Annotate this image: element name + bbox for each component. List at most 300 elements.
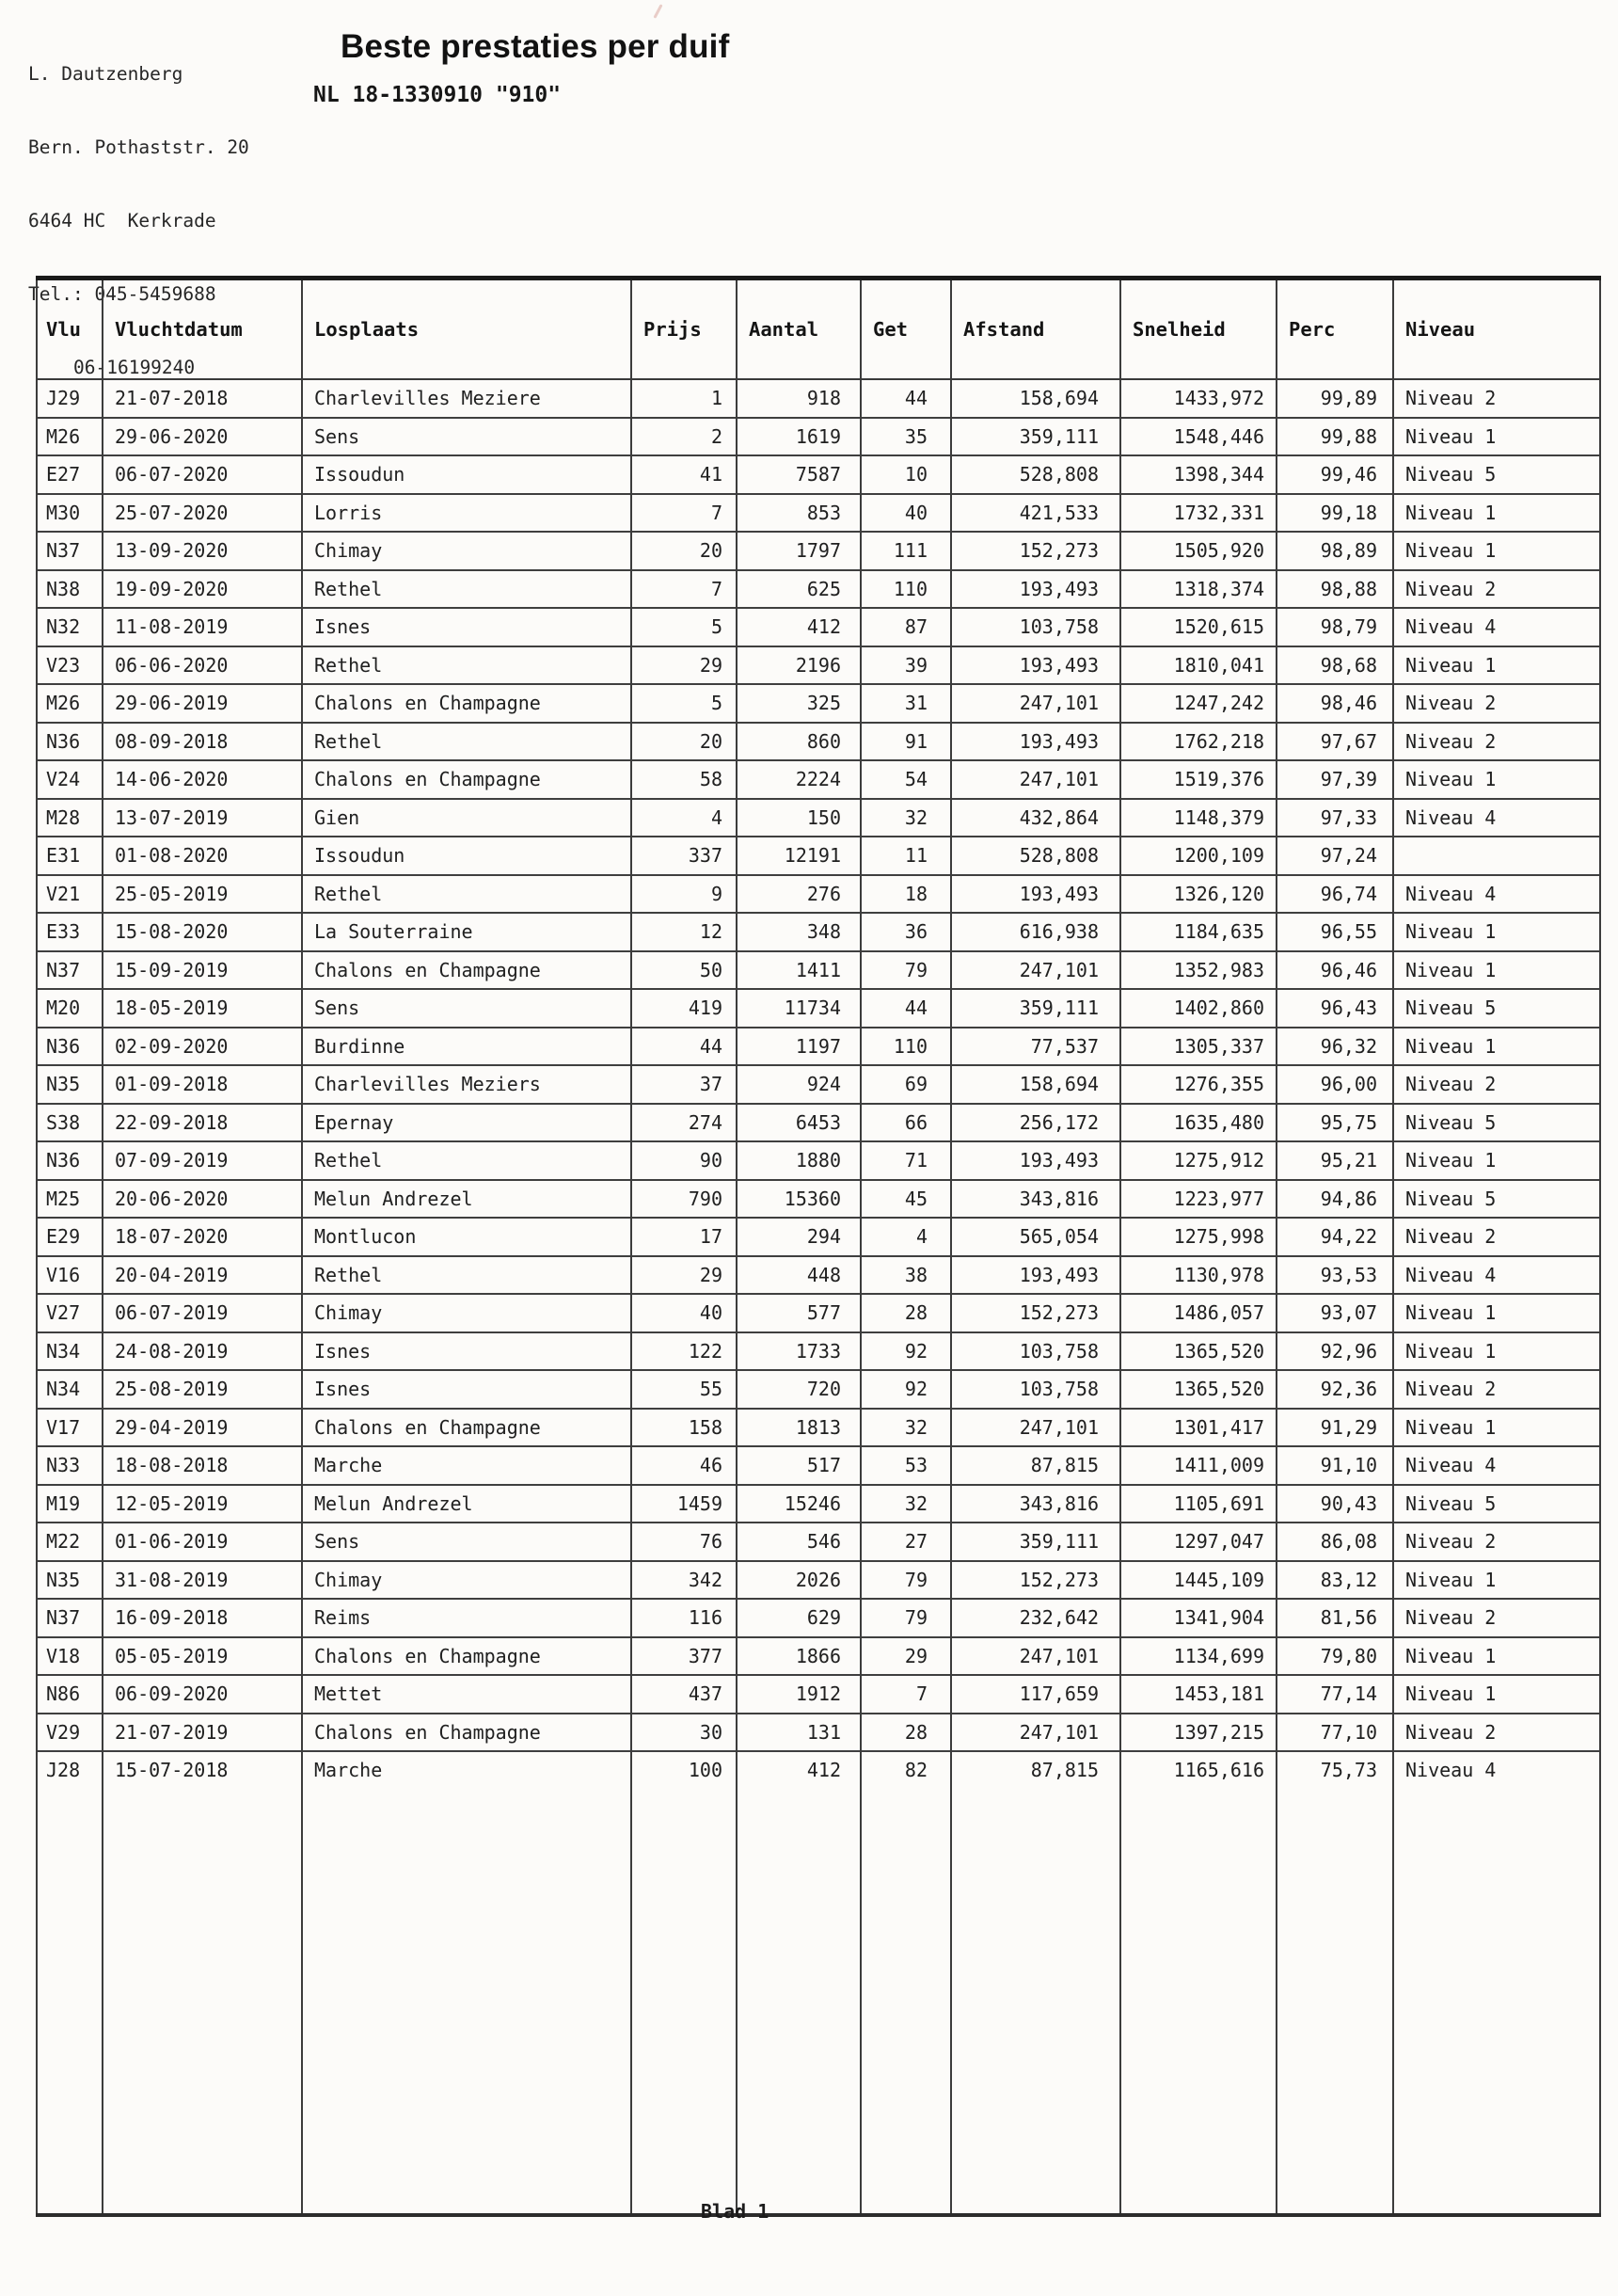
cell-afstand: 87,815 xyxy=(951,1751,1120,1789)
cell-vlu: J29 xyxy=(37,379,103,418)
table-body xyxy=(37,379,1600,2215)
cell-perc: 92,96 xyxy=(1277,1332,1393,1371)
empty-cell xyxy=(302,1789,631,2215)
cell-perc: 91,29 xyxy=(1277,1409,1393,1447)
cell-losplaats: Issoudun xyxy=(302,837,631,875)
cell-vluchtdatum: 11-08-2019 xyxy=(103,608,302,646)
cell-vluchtdatum: 15-07-2018 xyxy=(103,1751,302,1789)
column-header-losplaats: Losplaats xyxy=(302,279,631,380)
cell-perc: 93,07 xyxy=(1277,1294,1393,1332)
cell-vluchtdatum: 29-04-2019 xyxy=(103,1409,302,1447)
cell-afstand: 87,815 xyxy=(951,1446,1120,1485)
cell-losplaats: Rethel xyxy=(302,723,631,761)
cell-prijs: 29 xyxy=(631,1256,737,1295)
empty-cell xyxy=(1277,1789,1393,2215)
cell-aantal: 276 xyxy=(737,875,861,914)
cell-niveau: Niveau 1 xyxy=(1393,418,1600,456)
cell-afstand: 193,493 xyxy=(951,570,1120,609)
column-header-vlu: Vlu xyxy=(37,279,103,380)
cell-snelheid: 1453,181 xyxy=(1120,1675,1277,1714)
cell-prijs: 274 xyxy=(631,1104,737,1142)
cell-perc: 96,55 xyxy=(1277,913,1393,951)
table-row xyxy=(37,1370,1600,1409)
cell-losplaats: Chalons en Champagne xyxy=(302,1714,631,1752)
cell-vluchtdatum: 06-06-2020 xyxy=(103,646,302,685)
cell-prijs: 790 xyxy=(631,1180,737,1219)
cell-snelheid: 1165,616 xyxy=(1120,1751,1277,1789)
cell-afstand: 247,101 xyxy=(951,1637,1120,1676)
table-row xyxy=(37,1332,1600,1371)
sender-name: L. Dautzenberg xyxy=(28,63,183,85)
cell-afstand: 247,101 xyxy=(951,1714,1120,1752)
empty-cell xyxy=(1393,1789,1600,2215)
cell-vluchtdatum: 01-08-2020 xyxy=(103,837,302,875)
empty-cell xyxy=(103,1789,302,2215)
cell-perc: 96,00 xyxy=(1277,1065,1393,1104)
cell-aantal: 12191 xyxy=(737,837,861,875)
cell-vlu: N37 xyxy=(37,1599,103,1637)
cell-niveau: Niveau 5 xyxy=(1393,1180,1600,1219)
cell-get: 32 xyxy=(861,799,951,837)
cell-vlu: S38 xyxy=(37,1104,103,1142)
cell-aantal: 7587 xyxy=(737,455,861,494)
cell-vluchtdatum: 19-09-2020 xyxy=(103,570,302,609)
cell-niveau: Niveau 4 xyxy=(1393,1446,1600,1485)
cell-niveau: Niveau 2 xyxy=(1393,1065,1600,1104)
cell-afstand: 528,808 xyxy=(951,455,1120,494)
cell-niveau: Niveau 5 xyxy=(1393,1485,1600,1523)
cell-losplaats: Melun Andrezel xyxy=(302,1180,631,1219)
cell-perc: 81,56 xyxy=(1277,1599,1393,1637)
cell-perc: 99,89 xyxy=(1277,379,1393,418)
cell-afstand: 359,111 xyxy=(951,989,1120,1028)
cell-afstand: 158,694 xyxy=(951,379,1120,418)
cell-prijs: 100 xyxy=(631,1751,737,1789)
cell-vlu: V21 xyxy=(37,875,103,914)
cell-losplaats: Gien xyxy=(302,799,631,837)
cell-prijs: 158 xyxy=(631,1409,737,1447)
cell-aantal: 1733 xyxy=(737,1332,861,1371)
cell-prijs: 7 xyxy=(631,494,737,533)
cell-snelheid: 1305,337 xyxy=(1120,1028,1277,1066)
cell-snelheid: 1276,355 xyxy=(1120,1065,1277,1104)
cell-niveau: Niveau 5 xyxy=(1393,1104,1600,1142)
table-row xyxy=(37,951,1600,990)
cell-vluchtdatum: 12-05-2019 xyxy=(103,1485,302,1523)
cell-afstand: 152,273 xyxy=(951,1561,1120,1600)
cell-afstand: 158,694 xyxy=(951,1065,1120,1104)
cell-get: 32 xyxy=(861,1409,951,1447)
cell-losplaats: Chalons en Champagne xyxy=(302,1409,631,1447)
cell-niveau: Niveau 1 xyxy=(1393,1675,1600,1714)
table-row xyxy=(37,989,1600,1028)
cell-prijs: 58 xyxy=(631,760,737,799)
cell-aantal: 11734 xyxy=(737,989,861,1028)
cell-aantal: 325 xyxy=(737,684,861,723)
cell-snelheid: 1520,615 xyxy=(1120,608,1277,646)
cell-prijs: 90 xyxy=(631,1141,737,1180)
cell-losplaats: Rethel xyxy=(302,1141,631,1180)
empty-cell xyxy=(737,1789,861,2215)
empty-cell xyxy=(37,1789,103,2215)
cell-niveau: Niveau 2 xyxy=(1393,1370,1600,1409)
cell-losplaats: Charlevilles Meziere xyxy=(302,379,631,418)
cell-perc: 97,33 xyxy=(1277,799,1393,837)
cell-vlu: N32 xyxy=(37,608,103,646)
cell-snelheid: 1247,242 xyxy=(1120,684,1277,723)
cell-losplaats: Marche xyxy=(302,1751,631,1789)
cell-prijs: 29 xyxy=(631,646,737,685)
cell-snelheid: 1105,691 xyxy=(1120,1485,1277,1523)
column-header-get: Get xyxy=(861,279,951,380)
cell-snelheid: 1301,417 xyxy=(1120,1409,1277,1447)
table-row xyxy=(37,1561,1600,1600)
cell-losplaats: Isnes xyxy=(302,608,631,646)
cell-vlu: M28 xyxy=(37,799,103,837)
cell-perc: 94,22 xyxy=(1277,1218,1393,1256)
results-table xyxy=(36,276,1601,2217)
table-row xyxy=(37,1523,1600,1561)
cell-losplaats: Mettet xyxy=(302,1675,631,1714)
cell-get: 44 xyxy=(861,379,951,418)
cell-get: 92 xyxy=(861,1332,951,1371)
cell-aantal: 918 xyxy=(737,379,861,418)
cell-losplaats: Chimay xyxy=(302,1294,631,1332)
cell-snelheid: 1486,057 xyxy=(1120,1294,1277,1332)
cell-vluchtdatum: 07-09-2019 xyxy=(103,1141,302,1180)
cell-vlu: V16 xyxy=(37,1256,103,1295)
cell-get: 71 xyxy=(861,1141,951,1180)
cell-vluchtdatum: 20-06-2020 xyxy=(103,1180,302,1219)
cell-perc: 94,86 xyxy=(1277,1180,1393,1219)
cell-perc: 97,67 xyxy=(1277,723,1393,761)
cell-aantal: 131 xyxy=(737,1714,861,1752)
cell-afstand: 193,493 xyxy=(951,1256,1120,1295)
cell-get: 38 xyxy=(861,1256,951,1295)
cell-get: 18 xyxy=(861,875,951,914)
cell-prijs: 5 xyxy=(631,608,737,646)
cell-losplaats: Rethel xyxy=(302,875,631,914)
cell-get: 27 xyxy=(861,1523,951,1561)
table-row xyxy=(37,684,1600,723)
cell-vlu: V29 xyxy=(37,1714,103,1752)
cell-snelheid: 1130,978 xyxy=(1120,1256,1277,1295)
empty-cell xyxy=(631,1789,737,2215)
cell-afstand: 193,493 xyxy=(951,723,1120,761)
cell-vlu: M22 xyxy=(37,1523,103,1561)
cell-prijs: 20 xyxy=(631,723,737,761)
cell-aantal: 1880 xyxy=(737,1141,861,1180)
cell-afstand: 103,758 xyxy=(951,1332,1120,1371)
cell-snelheid: 1341,904 xyxy=(1120,1599,1277,1637)
cell-aantal: 1912 xyxy=(737,1675,861,1714)
cell-perc: 93,53 xyxy=(1277,1256,1393,1295)
cell-losplaats: Sens xyxy=(302,418,631,456)
cell-losplaats: Burdinne xyxy=(302,1028,631,1066)
cell-aantal: 348 xyxy=(737,913,861,951)
cell-get: 11 xyxy=(861,837,951,875)
cell-snelheid: 1411,009 xyxy=(1120,1446,1277,1485)
table-row xyxy=(37,1180,1600,1219)
cell-snelheid: 1148,379 xyxy=(1120,799,1277,837)
cell-afstand: 247,101 xyxy=(951,684,1120,723)
cell-vluchtdatum: 18-05-2019 xyxy=(103,989,302,1028)
cell-afstand: 359,111 xyxy=(951,1523,1120,1561)
cell-get: 35 xyxy=(861,418,951,456)
cell-prijs: 40 xyxy=(631,1294,737,1332)
cell-perc: 95,21 xyxy=(1277,1141,1393,1180)
cell-prijs: 5 xyxy=(631,684,737,723)
cell-prijs: 377 xyxy=(631,1637,737,1676)
cell-snelheid: 1318,374 xyxy=(1120,570,1277,609)
cell-get: 10 xyxy=(861,455,951,494)
cell-get: 28 xyxy=(861,1294,951,1332)
cell-afstand: 232,642 xyxy=(951,1599,1120,1637)
column-header-snelheid: Snelheid xyxy=(1120,279,1277,380)
cell-vlu: N34 xyxy=(37,1370,103,1409)
cell-prijs: 50 xyxy=(631,951,737,990)
cell-vluchtdatum: 29-06-2020 xyxy=(103,418,302,456)
cell-prijs: 337 xyxy=(631,837,737,875)
table-row xyxy=(37,723,1600,761)
cell-niveau: Niveau 4 xyxy=(1393,799,1600,837)
cell-vluchtdatum: 13-07-2019 xyxy=(103,799,302,837)
cell-vluchtdatum: 05-05-2019 xyxy=(103,1637,302,1676)
cell-losplaats: Isnes xyxy=(302,1332,631,1371)
cell-get: 91 xyxy=(861,723,951,761)
cell-prijs: 437 xyxy=(631,1675,737,1714)
sender-city: 6464 HC Kerkrade xyxy=(28,210,216,231)
cell-aantal: 15246 xyxy=(737,1485,861,1523)
cell-get: 32 xyxy=(861,1485,951,1523)
cell-niveau: Niveau 2 xyxy=(1393,1218,1600,1256)
table-row xyxy=(37,494,1600,533)
cell-niveau: Niveau 5 xyxy=(1393,455,1600,494)
cell-afstand: 117,659 xyxy=(951,1675,1120,1714)
cell-get: 111 xyxy=(861,532,951,570)
cell-vluchtdatum: 06-07-2019 xyxy=(103,1294,302,1332)
cell-prijs: 122 xyxy=(631,1332,737,1371)
table-row xyxy=(37,1409,1600,1447)
cell-losplaats: Isnes xyxy=(302,1370,631,1409)
cell-snelheid: 1365,520 xyxy=(1120,1370,1277,1409)
cell-losplaats: La Souterraine xyxy=(302,913,631,951)
column-header-vluchtdatum: Vluchtdatum xyxy=(103,279,302,380)
table-row xyxy=(37,1104,1600,1142)
cell-perc: 98,68 xyxy=(1277,646,1393,685)
cell-vlu: M26 xyxy=(37,684,103,723)
table-row xyxy=(37,418,1600,456)
cell-losplaats: Chalons en Champagne xyxy=(302,1637,631,1676)
cell-aantal: 2224 xyxy=(737,760,861,799)
page-number: Blad 1 xyxy=(701,2200,769,2223)
cell-perc: 95,75 xyxy=(1277,1104,1393,1142)
cell-aantal: 150 xyxy=(737,799,861,837)
table-row xyxy=(37,570,1600,609)
cell-snelheid: 1732,331 xyxy=(1120,494,1277,533)
cell-snelheid: 1402,860 xyxy=(1120,989,1277,1028)
cell-prijs: 342 xyxy=(631,1561,737,1600)
cell-niveau: Niveau 1 xyxy=(1393,1409,1600,1447)
cell-afstand: 359,111 xyxy=(951,418,1120,456)
cell-niveau: Niveau 1 xyxy=(1393,1561,1600,1600)
cell-losplaats: Sens xyxy=(302,1523,631,1561)
cell-perc: 98,88 xyxy=(1277,570,1393,609)
cell-prijs: 419 xyxy=(631,989,737,1028)
cell-niveau: Niveau 1 xyxy=(1393,1028,1600,1066)
cell-vluchtdatum: 02-09-2020 xyxy=(103,1028,302,1066)
cell-prijs: 17 xyxy=(631,1218,737,1256)
cell-snelheid: 1200,109 xyxy=(1120,837,1277,875)
cell-niveau: Niveau 1 xyxy=(1393,1637,1600,1676)
cell-aantal: 860 xyxy=(737,723,861,761)
cell-afstand: 152,273 xyxy=(951,1294,1120,1332)
cell-afstand: 616,938 xyxy=(951,913,1120,951)
cell-vluchtdatum: 29-06-2019 xyxy=(103,684,302,723)
cell-vlu: V18 xyxy=(37,1637,103,1676)
cell-vluchtdatum: 25-05-2019 xyxy=(103,875,302,914)
cell-prijs: 12 xyxy=(631,913,737,951)
cell-aantal: 924 xyxy=(737,1065,861,1104)
cell-perc: 97,39 xyxy=(1277,760,1393,799)
cell-niveau: Niveau 1 xyxy=(1393,1332,1600,1371)
cell-get: 4 xyxy=(861,1218,951,1256)
cell-aantal: 294 xyxy=(737,1218,861,1256)
cell-afstand: 343,816 xyxy=(951,1180,1120,1219)
cell-vlu: M25 xyxy=(37,1180,103,1219)
cell-get: 28 xyxy=(861,1714,951,1752)
cell-perc: 90,43 xyxy=(1277,1485,1393,1523)
cell-aantal: 15360 xyxy=(737,1180,861,1219)
cell-snelheid: 1762,218 xyxy=(1120,723,1277,761)
table-row xyxy=(37,799,1600,837)
column-header-perc: Perc xyxy=(1277,279,1393,380)
cell-vlu: V17 xyxy=(37,1409,103,1447)
cell-afstand: 343,816 xyxy=(951,1485,1120,1523)
cell-snelheid: 1326,120 xyxy=(1120,875,1277,914)
cell-vlu: N37 xyxy=(37,951,103,990)
cell-vluchtdatum: 25-08-2019 xyxy=(103,1370,302,1409)
cell-losplaats: Lorris xyxy=(302,494,631,533)
empty-cell xyxy=(861,1789,951,2215)
table-row xyxy=(37,532,1600,570)
cell-vlu: N86 xyxy=(37,1675,103,1714)
cell-perc: 96,46 xyxy=(1277,951,1393,990)
cell-prijs: 76 xyxy=(631,1523,737,1561)
cell-vluchtdatum: 13-09-2020 xyxy=(103,532,302,570)
cell-prijs: 55 xyxy=(631,1370,737,1409)
cell-vlu: N35 xyxy=(37,1561,103,1600)
cell-aantal: 6453 xyxy=(737,1104,861,1142)
cell-vluchtdatum: 18-07-2020 xyxy=(103,1218,302,1256)
cell-losplaats: Reims xyxy=(302,1599,631,1637)
cell-losplaats: Chalons en Champagne xyxy=(302,951,631,990)
cell-afstand: 77,537 xyxy=(951,1028,1120,1066)
cell-get: 79 xyxy=(861,1599,951,1637)
cell-perc: 98,46 xyxy=(1277,684,1393,723)
sender-mobile: 06-16199240 xyxy=(73,357,196,378)
cell-vluchtdatum: 25-07-2020 xyxy=(103,494,302,533)
cell-snelheid: 1433,972 xyxy=(1120,379,1277,418)
cell-niveau: Niveau 1 xyxy=(1393,1294,1600,1332)
cell-prijs: 46 xyxy=(631,1446,737,1485)
cell-perc: 86,08 xyxy=(1277,1523,1393,1561)
cell-snelheid: 1275,998 xyxy=(1120,1218,1277,1256)
cell-vlu: N35 xyxy=(37,1065,103,1104)
cell-aantal: 517 xyxy=(737,1446,861,1485)
cell-afstand: 193,493 xyxy=(951,1141,1120,1180)
cell-aantal: 720 xyxy=(737,1370,861,1409)
page-title: Beste prestaties per duif xyxy=(341,28,730,65)
cell-losplaats: Sens xyxy=(302,989,631,1028)
cell-perc: 96,74 xyxy=(1277,875,1393,914)
cell-vluchtdatum: 08-09-2018 xyxy=(103,723,302,761)
cell-vlu: N33 xyxy=(37,1446,103,1485)
cell-perc: 75,73 xyxy=(1277,1751,1393,1789)
cell-niveau: Niveau 2 xyxy=(1393,1523,1600,1561)
cell-aantal: 625 xyxy=(737,570,861,609)
cell-snelheid: 1184,635 xyxy=(1120,913,1277,951)
cell-vlu: N36 xyxy=(37,723,103,761)
cell-vluchtdatum: 01-09-2018 xyxy=(103,1065,302,1104)
cell-get: 53 xyxy=(861,1446,951,1485)
cell-prijs: 1459 xyxy=(631,1485,737,1523)
cell-get: 110 xyxy=(861,570,951,609)
cell-vlu: N37 xyxy=(37,532,103,570)
cell-niveau: Niveau 4 xyxy=(1393,1256,1600,1295)
cell-losplaats: Rethel xyxy=(302,1256,631,1295)
cell-aantal: 1619 xyxy=(737,418,861,456)
cell-afstand: 432,864 xyxy=(951,799,1120,837)
cell-prijs: 7 xyxy=(631,570,737,609)
cell-vluchtdatum: 21-07-2019 xyxy=(103,1714,302,1752)
cell-vlu: E29 xyxy=(37,1218,103,1256)
cell-niveau xyxy=(1393,837,1600,875)
cell-vlu: N34 xyxy=(37,1332,103,1371)
cell-vluchtdatum: 22-09-2018 xyxy=(103,1104,302,1142)
cell-niveau: Niveau 1 xyxy=(1393,951,1600,990)
cell-snelheid: 1810,041 xyxy=(1120,646,1277,685)
scan-artifact xyxy=(653,4,662,19)
table-row xyxy=(37,1637,1600,1676)
cell-perc: 98,79 xyxy=(1277,608,1393,646)
cell-perc: 77,14 xyxy=(1277,1675,1393,1714)
cell-vluchtdatum: 15-08-2020 xyxy=(103,913,302,951)
cell-afstand: 247,101 xyxy=(951,760,1120,799)
cell-afstand: 152,273 xyxy=(951,532,1120,570)
cell-perc: 98,89 xyxy=(1277,532,1393,570)
table-row xyxy=(37,608,1600,646)
cell-vlu: N38 xyxy=(37,570,103,609)
cell-perc: 83,12 xyxy=(1277,1561,1393,1600)
cell-aantal: 1866 xyxy=(737,1637,861,1676)
cell-snelheid: 1397,215 xyxy=(1120,1714,1277,1752)
cell-vluchtdatum: 20-04-2019 xyxy=(103,1256,302,1295)
table-row xyxy=(37,1485,1600,1523)
cell-vluchtdatum: 01-06-2019 xyxy=(103,1523,302,1561)
table-row xyxy=(37,1599,1600,1637)
cell-perc: 92,36 xyxy=(1277,1370,1393,1409)
cell-vlu: E31 xyxy=(37,837,103,875)
cell-niveau: Niveau 2 xyxy=(1393,1599,1600,1637)
empty-cell xyxy=(1120,1789,1277,2215)
cell-get: 29 xyxy=(861,1637,951,1676)
table-row xyxy=(37,837,1600,875)
cell-niveau: Niveau 2 xyxy=(1393,379,1600,418)
cell-snelheid: 1505,920 xyxy=(1120,532,1277,570)
cell-prijs: 116 xyxy=(631,1599,737,1637)
cell-vluchtdatum: 18-08-2018 xyxy=(103,1446,302,1485)
